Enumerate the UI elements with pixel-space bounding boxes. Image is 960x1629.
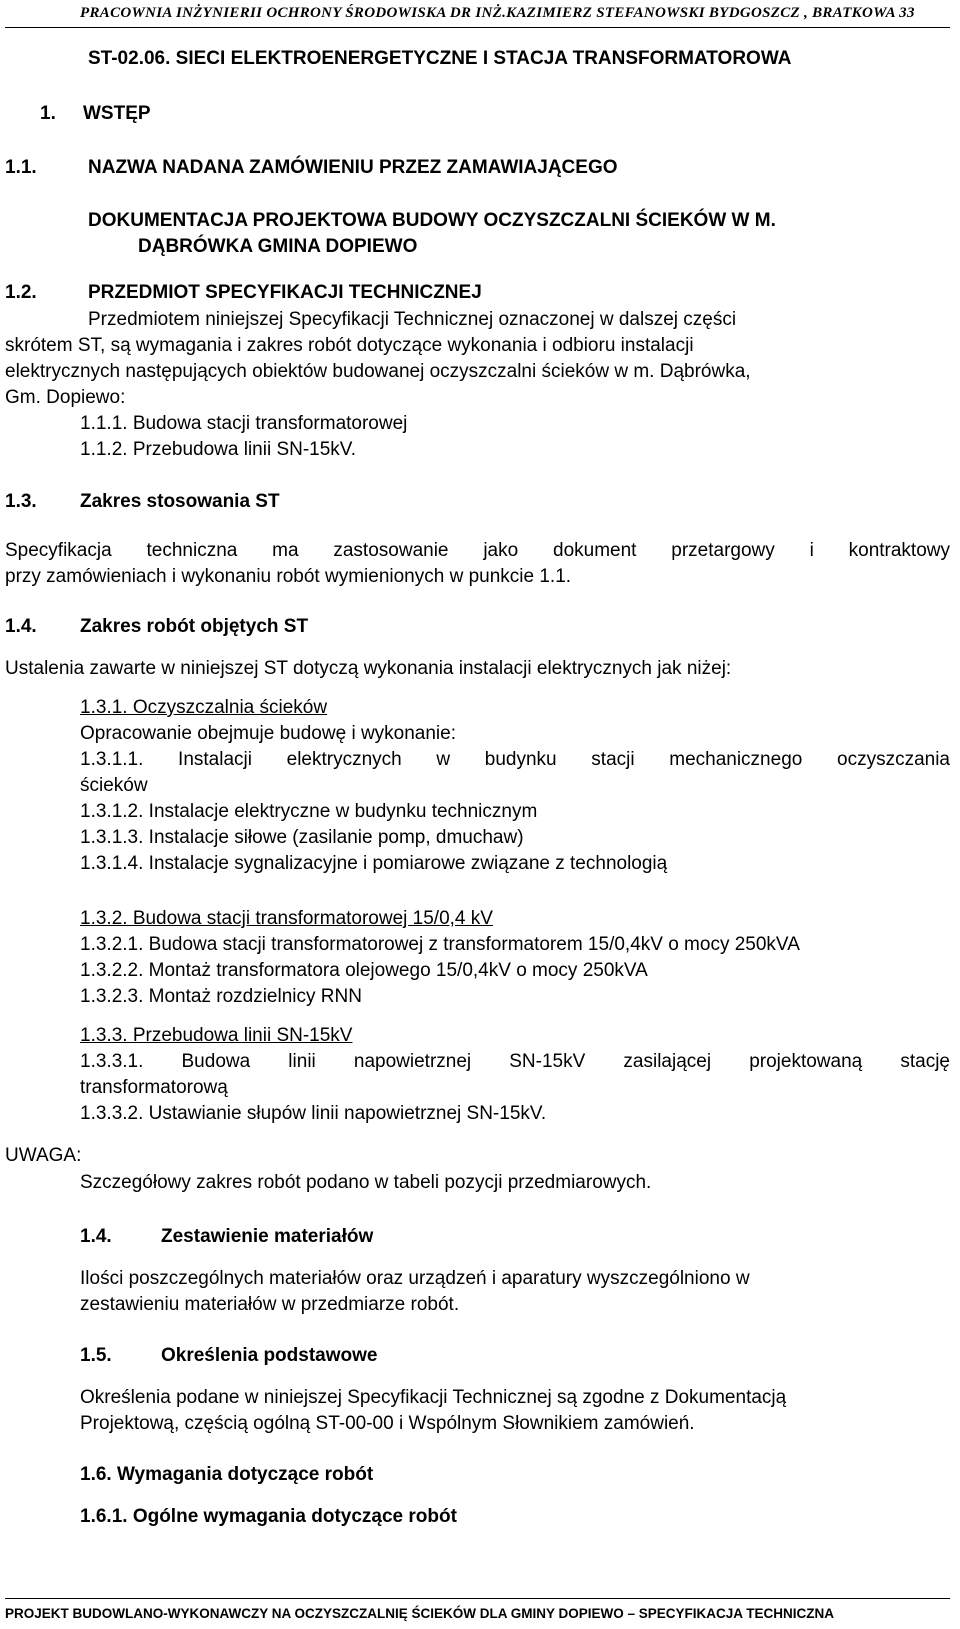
list-item: 1.3.2.1. Budowa stacji transformatorowej z transformatorem 15/0,4kV o mocy 250kVA [80, 934, 800, 955]
project-name-line-2: DĄBRÓWKA GMINA DOPIEWO [138, 236, 418, 257]
document-title: ST-02.06. SIECI ELEKTROENERGETYCZNE I STACJA TRANSFORMATOROWA [88, 48, 792, 69]
section-1-3-text-line-2: przy zamówieniach i wykonaniu robót wymienionych w punkcie 1.1. [5, 566, 572, 587]
section-1-2-number: 1.2. [5, 282, 37, 303]
section-1-3-heading: Zakres stosowania ST [80, 491, 280, 512]
section-1-6-1-heading: 1.6.1. Ogólne wymagania dotyczące robót [80, 1506, 457, 1527]
section-1-2-text-line-2: skrótem ST, są wymagania i zakres robót dotyczące wykonania i odbioru instalacji [5, 335, 694, 356]
list-item: 1.3.1.4. Instalacje sygnalizacyjne i pomiarowe związane z technologią [80, 853, 668, 874]
list-item: 1.3.2.2. Montaż transformatora olejowego 15/0,4kV o mocy 250kVA [80, 960, 648, 981]
section-1-6-heading: 1.6. Wymagania dotyczące robót [80, 1464, 374, 1485]
list-item: 1.3.1.2. Instalacje elektryczne w budynku technicznym [80, 801, 538, 822]
section-1-4-number: 1.4. [5, 616, 37, 637]
note-label: UWAGA: [5, 1145, 82, 1166]
subsection-1-3-1-heading: 1.3.1. Oczyszczalnia ścieków [80, 697, 328, 718]
section-1-number: 1. [40, 103, 56, 124]
list-item: 1.3.1.1. Instalacji elektrycznych w budynku stacji mechanicznego oczyszczania [80, 749, 950, 770]
section-1-4-materials-number: 1.4. [80, 1226, 112, 1247]
section-1-3-number: 1.3. [5, 491, 37, 512]
project-name-line-1: DOKUMENTACJA PROJEKTOWA BUDOWY OCZYSZCZALNI ŚCIEKÓW W M. [88, 210, 776, 231]
list-item: 1.3.3.2. Ustawianie słupów linii napowietrznej SN-15kV. [80, 1103, 547, 1124]
page-footer: PROJEKT BUDOWLANO-WYKONAWCZY NA OCZYSZCZALNIĘ ŚCIEKÓW DLA GMINY DOPIEWO – SPECYFIKACJA TECHNICZNA [5, 1606, 835, 1621]
subsection-1-3-1-intro: Opracowanie obejmuje budowę i wykonanie: [80, 723, 457, 744]
section-1-1-number: 1.1. [5, 157, 37, 178]
page-header: PRACOWNIA INŻYNIERII OCHRONY ŚRODOWISKA DR INŻ.KAZIMIERZ STEFANOWSKI BYDGOSZCZ , BRATKOWA 33 [80, 5, 915, 21]
section-1-1-heading: NAZWA NADANA ZAMÓWIENIU PRZEZ ZAMAWIAJĄCEGO [88, 157, 618, 178]
list-item: 1.1.2. Przebudowa linii SN-15kV. [80, 439, 357, 460]
header-rule [5, 27, 950, 28]
section-1-4-materials-heading: Zestawienie materiałów [161, 1226, 374, 1247]
footer-rule [5, 1598, 950, 1599]
subsection-1-3-3-heading: 1.3.3. Przebudowa linii SN-15kV [80, 1025, 353, 1046]
list-item-continuation: transformatorową [80, 1077, 228, 1098]
section-1-5-text-line-2: Projektową, częścią ogólną ST-00-00 i Wspólnym Słownikiem zamówień. [80, 1413, 695, 1434]
section-1-2-heading: PRZEDMIOT SPECYFIKACJI TECHNICZNEJ [88, 282, 482, 303]
note-text: Szczegółowy zakres robót podano w tabeli pozycji przedmiarowych. [80, 1172, 652, 1193]
section-1-2-text-line-1: Przedmiotem niniejszej Specyfikacji Technicznej oznaczonej w dalszej części [88, 309, 737, 330]
section-1-4-intro: Ustalenia zawarte w niniejszej ST dotyczą wykonania instalacji elektrycznych jak niżej: [5, 658, 732, 679]
section-1-2-text-line-3: elektrycznych następujących obiektów budowanej oczyszczalni ścieków w m. Dąbrówka, [5, 361, 751, 382]
section-1-2-text-line-4: Gm. Dopiewo: [5, 387, 126, 408]
list-item: 1.3.3.1. Budowa linii napowietrznej SN-15kV zasilającej projektowaną stację [80, 1051, 950, 1072]
section-1-4-materials-text-line-1: Ilości poszczególnych materiałów oraz urządzeń i aparatury wyszczególniono w [80, 1268, 750, 1289]
section-1-heading: WSTĘP [83, 103, 151, 124]
section-1-5-text-line-1: Określenia podane w niniejszej Specyfikacji Technicznej są zgodne z Dokumentacją [80, 1387, 787, 1408]
list-item-continuation: ścieków [80, 775, 148, 796]
section-1-3-text-line-1: Specyfikacja techniczna ma zastosowanie jako dokument przetargowy i kontraktowy [5, 540, 950, 561]
list-item: 1.3.1.3. Instalacje siłowe (zasilanie pomp, dmuchaw) [80, 827, 524, 848]
section-1-5-number: 1.5. [80, 1345, 112, 1366]
section-1-5-heading: Określenia podstawowe [161, 1345, 378, 1366]
section-1-4-materials-text-line-2: zestawieniu materiałów w przedmiarze robót. [80, 1294, 460, 1315]
subsection-1-3-2-heading: 1.3.2. Budowa stacji transformatorowej 15/0,4 kV [80, 908, 493, 929]
list-item: 1.3.2.3. Montaż rozdzielnicy RNN [80, 986, 362, 1007]
section-1-4-heading: Zakres robót objętych ST [80, 616, 309, 637]
list-item: 1.1.1. Budowa stacji transformatorowej [80, 413, 408, 434]
